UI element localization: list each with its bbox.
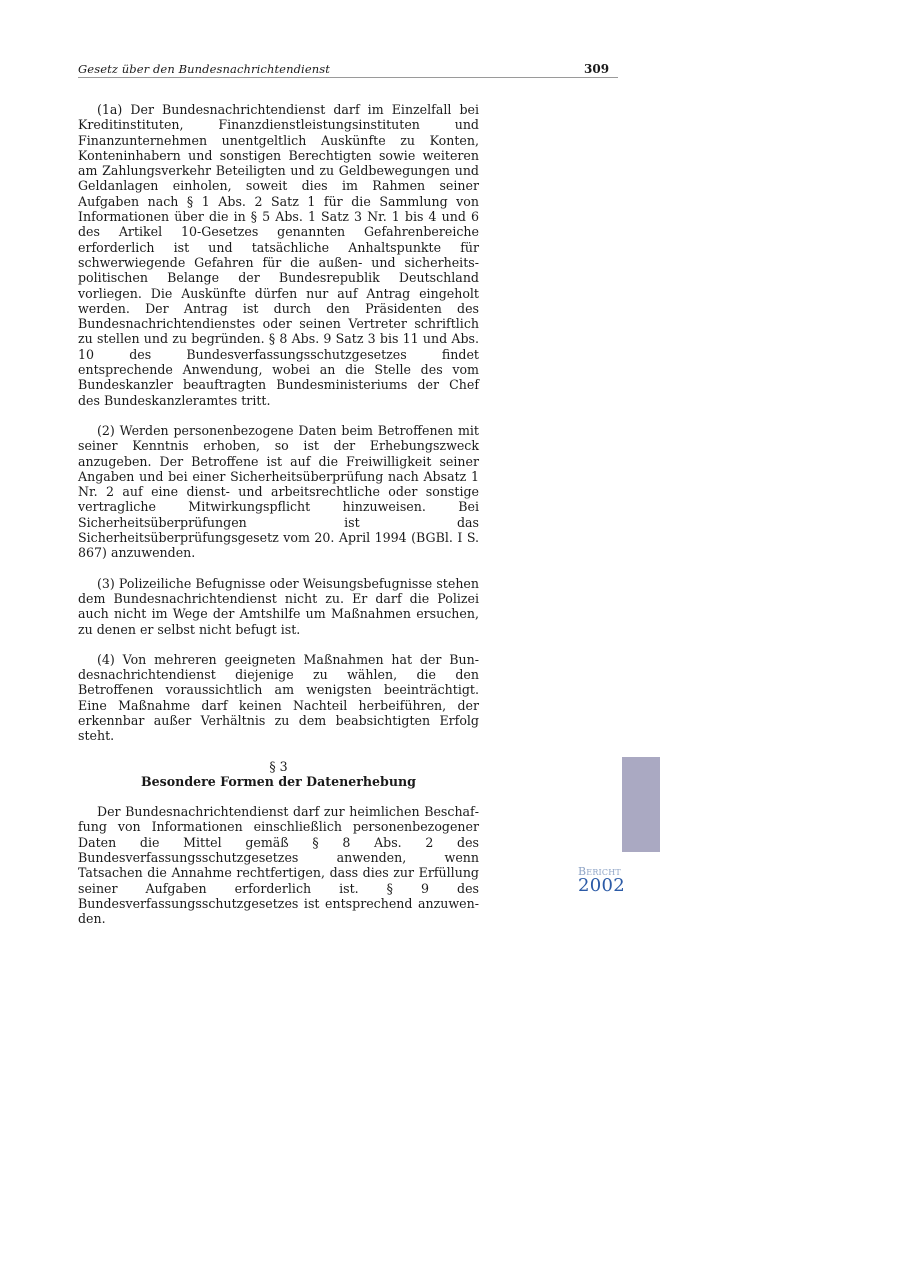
section-heading [78, 759, 479, 790]
running-header [78, 62, 618, 78]
section-paragraph: Der Bundesnachrichtendienst darf zur heimlichen Beschaffung von Informationen einschließlich personenbezogener Daten die Mittel gemäß § 8 Abs. 2 des Bundesverfassungsschutzgesetzes anwenden, wenn Tatsachen die Annahme rechtfertigen, dass dies zur Erfüllung seiner Aufgaben erforderlich ist. § 9 des Bundesverfassungsschutzgesetzes ist entsprechend anzuwenden. [78, 804, 479, 927]
chapter-marker-bar [622, 757, 660, 852]
paragraph-4: (4) Von mehreren geeigneten Maßnahmen hat der Bundesnachrichtendienst diejenige zu wählen, die den Betroffenen voraussichtlich am wenigsten beeinträchtigt. Eine Maßnahme darf keinen Nachteil herbeiführen, der erkennbar außer Verhältnis zu dem beabsichtigten Erfolg steht. [78, 651, 479, 744]
page-number: 309 [584, 62, 610, 76]
header-title: Gesetz über den Bundesnachrichtendienst [78, 62, 330, 76]
report-logo-year: 2002 [578, 875, 626, 896]
report-logo [578, 866, 638, 894]
section-title: Besondere Formen der Datenerhebung [141, 773, 416, 789]
paragraph-2: (2) Werden personenbezogene Daten beim Betroffenen mit seiner Kenntnis erhoben, so ist der Erhebungszweck anzugeben. Der Betroffene ist auf die Freiwilligkeit seiner Angaben und bei einer Sicherheitsüberprüfung nach Absatz 1 Nr. 2 auf eine dienst- und arbeitsrechtliche oder sonstige vertragliche Mitwirkungspflicht hinzuweisen. Bei Sicherheitsüberprüfungen ist das Sicherheitsüberprüfungsgesetz vom 20. April 1994 (BGBl. I S. 867) anzuwenden. [78, 422, 479, 561]
report-logo-word: Bericht [578, 865, 621, 878]
paragraph-1a: (1a) Der Bundesnachrichtendienst darf im Einzelfall bei Kreditinstituten, Finanzdienstleistungsinstituten und Finanzunternehmen unentgeltlich Auskünfte zu Konten, Konteninhabern und sonstigen Berechtigten sowie weiteren am Zahlungsverkehr Beteiligten und zu Geldbewegungen und Geldanlagen einholen, soweit dies im Rahmen seiner Aufgaben nach § 1 Abs. 2 Satz 1 für die Sammlung von Informationen über die in § 5 Abs. 1 Satz 3 Nr. 1 bis 4 und 6 des Artikel 10-Gesetzes genannten Gefahrenbereiche erforderlich ist und tatsächliche Anhaltspunkte für schwerwiegende Gefahren für die außen- und sicherheitspolitischen Belange der Bundesrepublik Deutschland vorliegen. Die Auskünfte dürfen nur auf Antrag eingeholt werden. Der Antrag ist durch den Präsidenten des Bundesnachrichtendienstes oder seinen Vertreter schriftlich zu stellen und zu begründen. § 8 Abs. 9 Satz 3 bis 11 und Abs. 10 des Bundesverfassungsschutzgesetzes findet entsprechende Anwendung, wobei an die Stelle des vom Bundeskanzler beauftragten Bundesministeriums der Chef des Bundeskanzleramtes tritt. [78, 102, 479, 408]
section-number: § 3 [269, 758, 288, 774]
body-text [78, 102, 479, 942]
paragraph-3: (3) Polizeiliche Befugnisse oder Weisungsbefugnisse stehen dem Bundesnachrichtendienst nicht zu. Er darf die Polizei auch nicht im Wege der Amtshilfe um Maßnahmen ersuchen, zu denen er selbst nicht befugt ist. [78, 575, 479, 637]
